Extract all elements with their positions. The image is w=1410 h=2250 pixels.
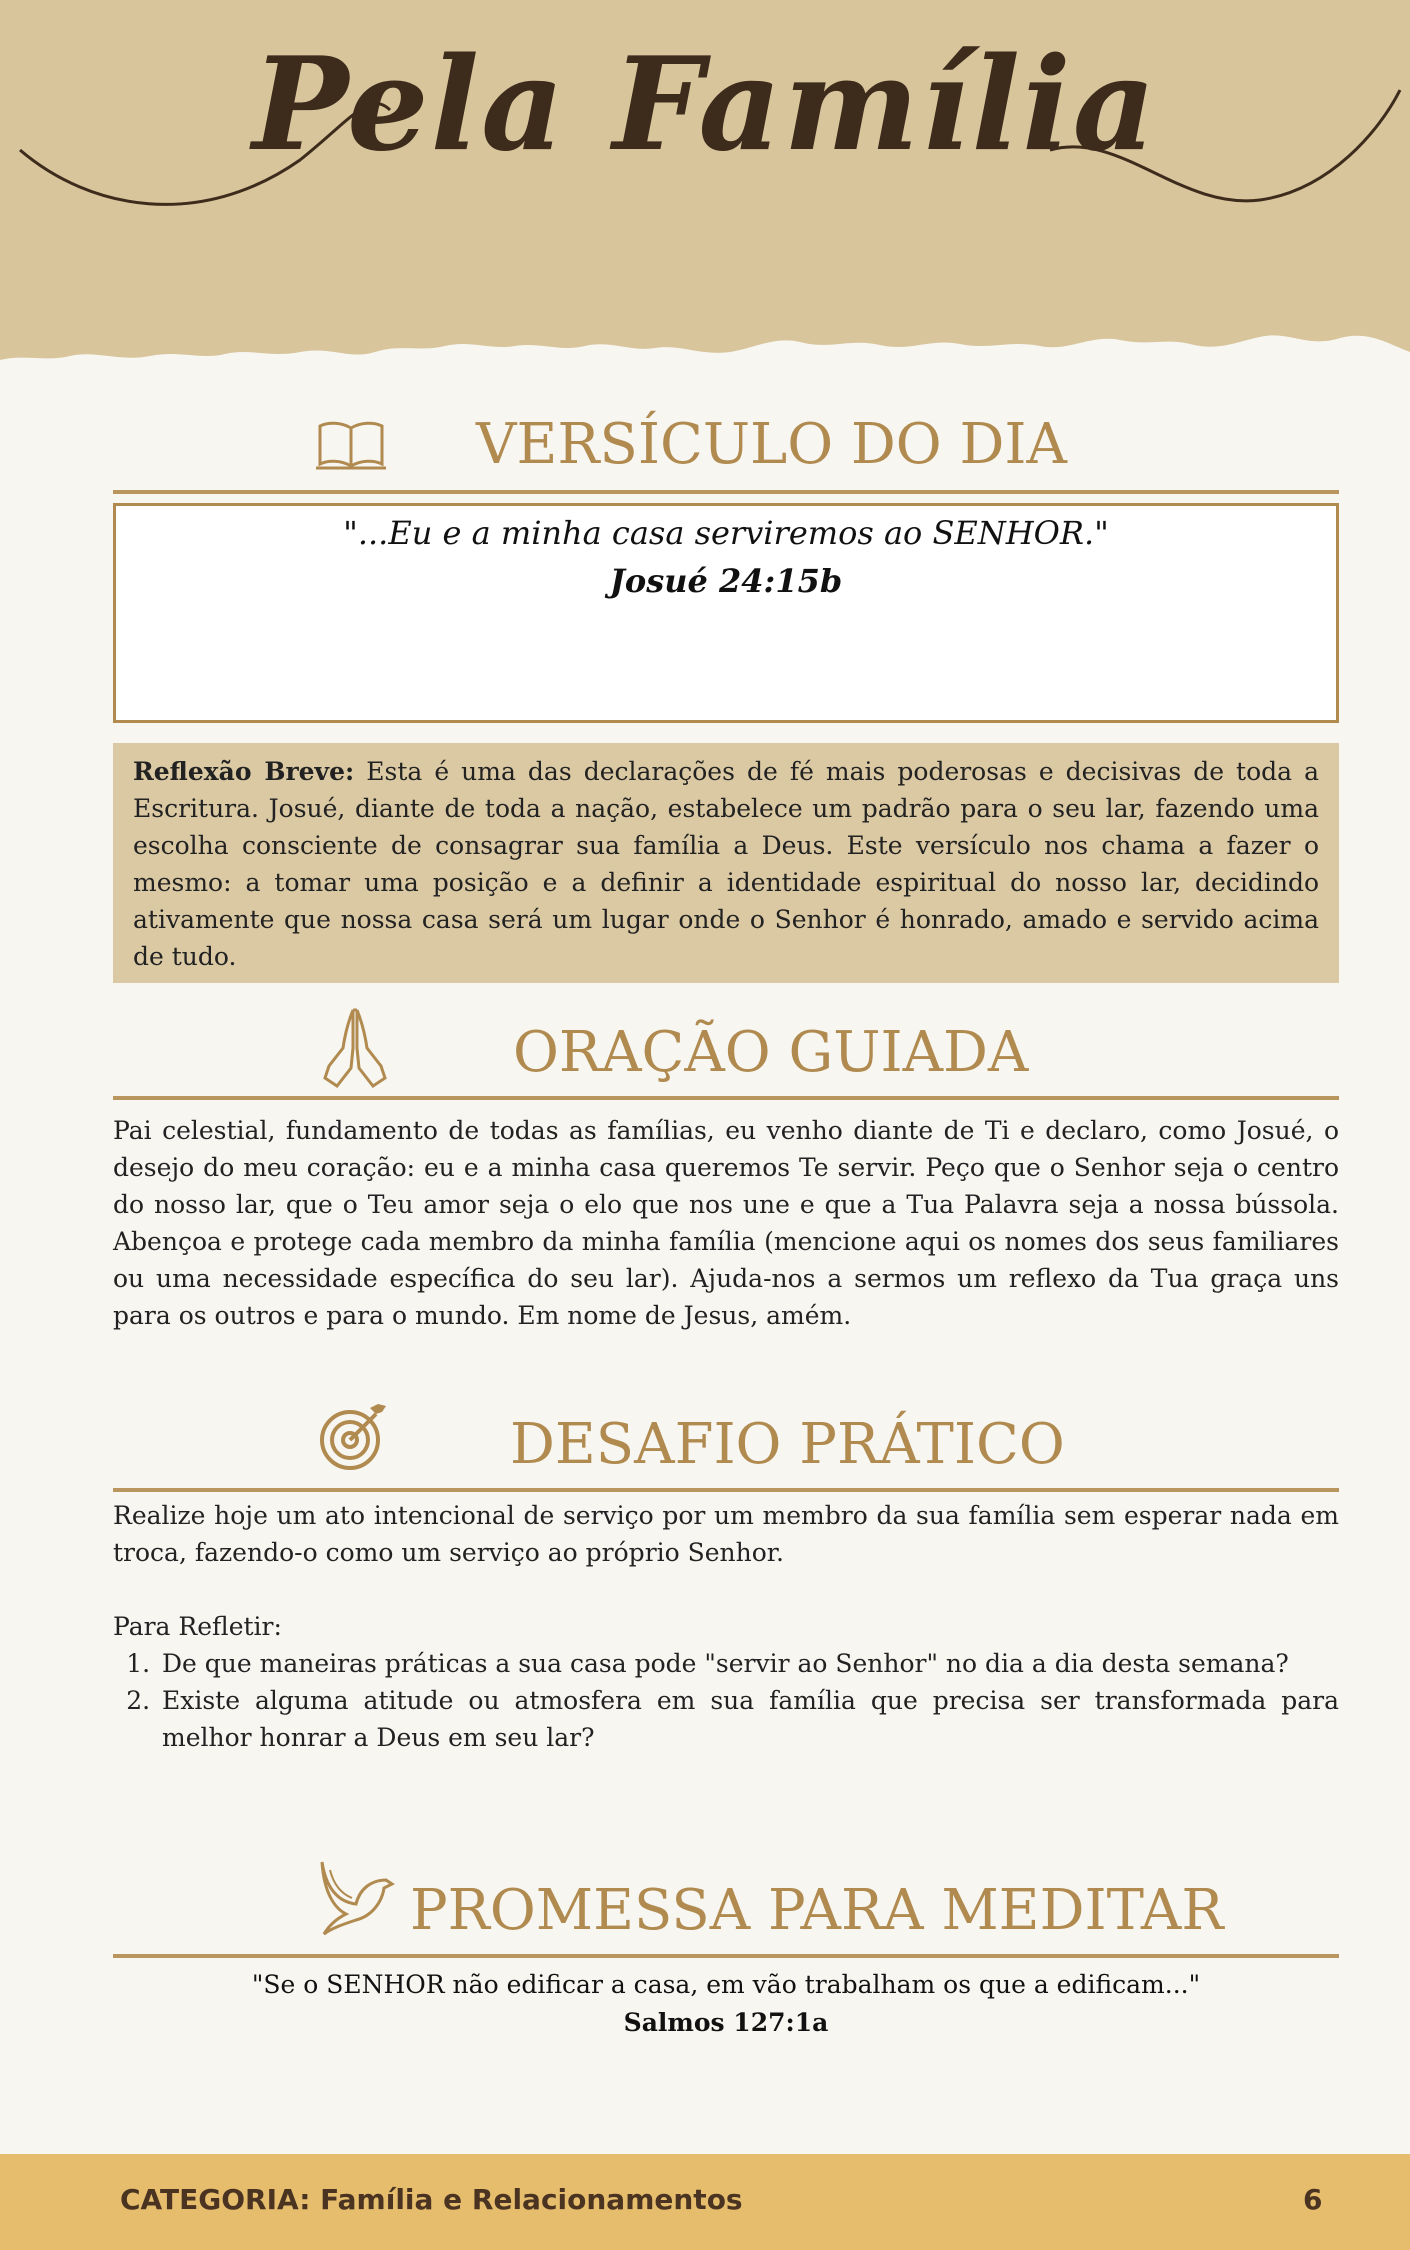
promise-reference: Salmos 127:1a bbox=[623, 2008, 829, 2037]
verse-text: "...Eu e a minha casa serviremos ao SENHOR." bbox=[343, 514, 1109, 552]
reflect-label: Para Refletir: bbox=[113, 1612, 282, 1641]
praying-hands-icon bbox=[315, 1004, 395, 1092]
page-title: Pela Família bbox=[252, 30, 1158, 180]
verse-reference: Josué 24:15b bbox=[609, 562, 843, 600]
challenge-section-title: DESAFIO PRÁTICO bbox=[510, 1412, 1065, 1477]
challenge-text: Realize hoje um ato intencional de serviço por um membro da sua família sem esperar nada em troca, fazendo-o como um serviço ao próprio Senhor. bbox=[113, 1501, 1339, 1567]
prayer-text bbox=[113, 1112, 1339, 1334]
open-book-icon bbox=[316, 418, 386, 474]
reflection-label: Reflexão Breve: bbox=[133, 757, 355, 786]
reflect-question-1: 1. De que maneiras práticas a sua casa pode "servir ao Senhor" no dia a dia desta semana? bbox=[158, 1645, 1339, 1682]
reflect-question-list bbox=[113, 1645, 1339, 1756]
page-footer bbox=[0, 2154, 1410, 2250]
page-header bbox=[0, 0, 1410, 400]
prayer-section-title: ORAÇÃO GUIADA bbox=[513, 1020, 1029, 1085]
category-label: CATEGORIA: Família e Relacionamentos bbox=[120, 2183, 743, 2216]
promise-section-title: PROMESSA PARA MEDITAR bbox=[410, 1878, 1224, 1943]
reflect-question-2: 2. Existe alguma atitude ou atmosfera em sua família que precisa ser transformada para melhor honrar a Deus em seu lar? bbox=[158, 1682, 1339, 1756]
challenge-body bbox=[113, 1497, 1339, 1756]
verse-section-header bbox=[113, 410, 1339, 494]
promise-section-header bbox=[113, 1852, 1339, 1958]
verse-box bbox=[113, 503, 1339, 723]
prayer-paragraph: Pai celestial, fundamento de todas as famílias, eu venho diante de Ti e declaro, como Josué, o desejo do meu coração: eu e a minha casa queremos Te servir. Peço que o Senhor seja o centro do nosso lar, que o Teu amor seja o elo que nos une e que a Tua Palavra seja a nossa bússola. Abençoa e protege cada membro da minha família (mencione aqui os nomes dos seus familiares ou uma necessidade específica do seu lar). Ajuda-nos a sermos um reflexo da Tua graça uns para os outros e para o mundo. Em nome de Jesus, amém. bbox=[113, 1116, 1339, 1330]
promise-block bbox=[113, 1966, 1339, 2042]
reflection-box bbox=[113, 743, 1339, 983]
page-number: 6 bbox=[1303, 2183, 1323, 2216]
reflection-text: Esta é uma das declarações de fé mais poderosas e decisivas de toda a Escritura. Josué, diante de toda a nação, estabelece um padrão para o seu lar, fazendo uma escolha consciente de consagrar sua família a Deus. Este versículo nos chama a fazer o mesmo: a tomar uma posição e a definir a identidade espiritual do nosso lar, decidindo ativamente que nossa casa será um lugar onde o Senhor é honrado, amado e servido acima de tudo. bbox=[133, 757, 1319, 971]
dove-icon bbox=[316, 1858, 396, 1942]
prayer-section-header bbox=[113, 1000, 1339, 1100]
promise-text: "Se o SENHOR não edificar a casa, em vão trabalham os que a edificam..." bbox=[251, 1970, 1201, 1999]
verse-section-title: VERSÍCULO DO DIA bbox=[476, 412, 1067, 477]
challenge-section-header bbox=[113, 1396, 1339, 1492]
target-arrow-icon bbox=[318, 1402, 388, 1476]
